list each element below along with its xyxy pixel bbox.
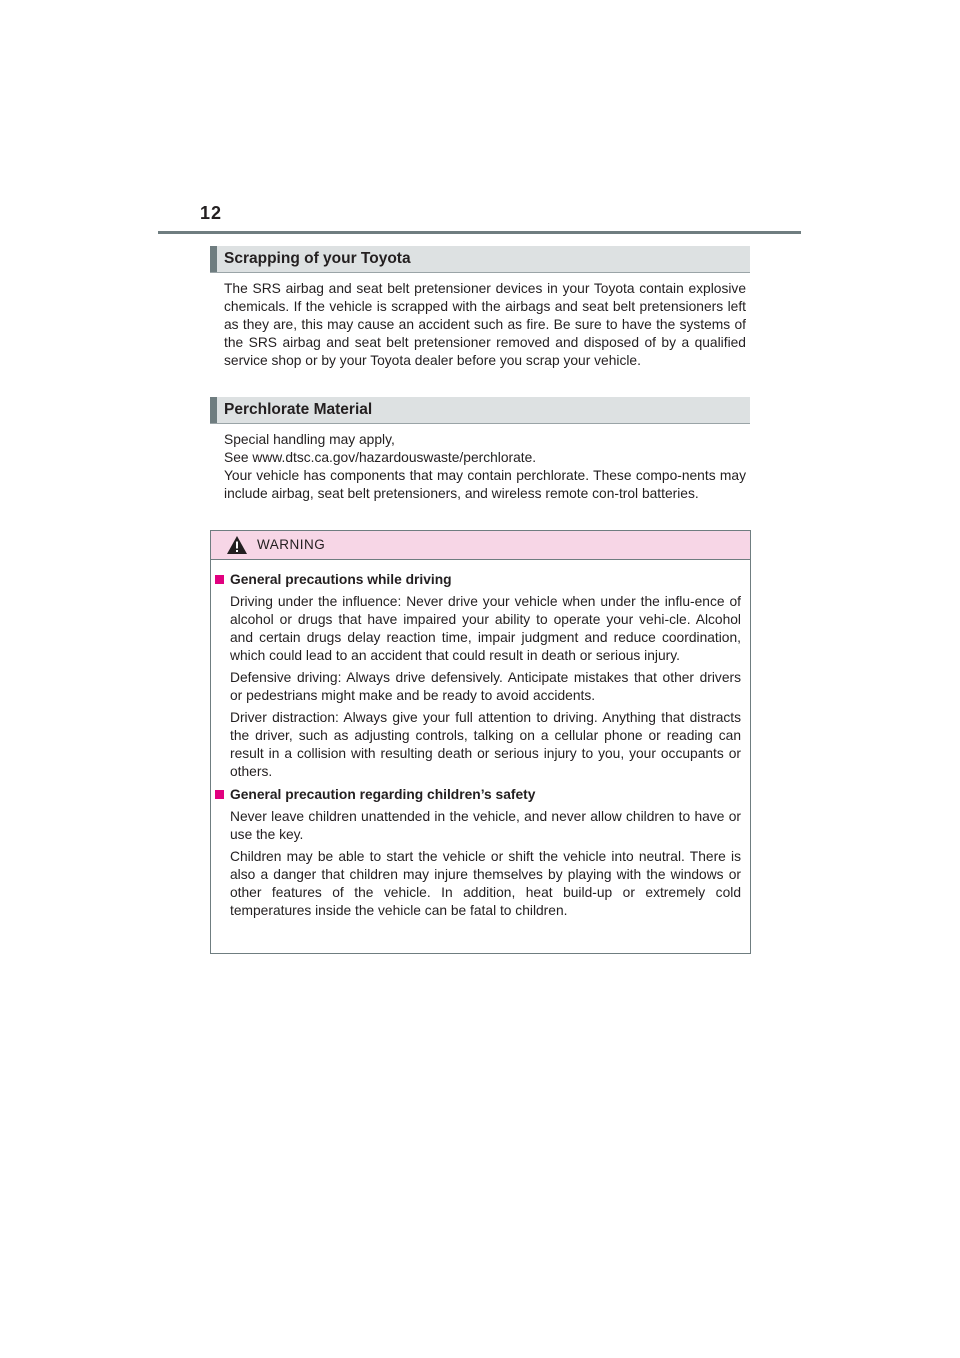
warning-paragraph: Driving under the influence: Never drive your vehicle when under the influ-ence of alcohol or drugs that have impaired your ability to operate your vehi-cle. Alcohol and certain drugs delay reaction time, impair judgment and reduce coordination, which could lead to an accident that could result in death or serious injury. xyxy=(230,594,741,663)
section-heading-bar xyxy=(210,397,217,423)
warning-triangle-icon xyxy=(226,535,248,555)
perchlorate-paragraph: Your vehicle has components that may contain perchlorate. These compo-nents may include airbag, seat belt pretensioners, and wireless remote con-trol batteries. xyxy=(224,468,746,501)
perchlorate-line: See www.dtsc.ca.gov/hazardouswaste/perchlorate. xyxy=(224,450,537,465)
scrapping-body xyxy=(224,280,746,370)
warning-paragraph: Never leave children unattended in the vehicle, and never allow children to have or use the key. xyxy=(230,809,741,842)
warning-header xyxy=(211,531,750,560)
section-heading-perchlorate xyxy=(210,397,750,424)
perchlorate-body xyxy=(224,431,746,503)
warning-box xyxy=(210,530,751,954)
warning-content xyxy=(211,571,750,920)
page-number: 12 xyxy=(200,203,223,223)
warning-item-heading xyxy=(215,786,750,804)
perchlorate-line: Special handling may apply, xyxy=(224,432,395,447)
section-title: Scrapping of your Toyota xyxy=(224,250,411,267)
scrapping-paragraph: The SRS airbag and seat belt pretensioner devices in your Toyota contain explosive chemicals. If the vehicle is scrapped with the airbags and seat belt pretensioners left as they are, this may cause an accident such as fire. Be sure to have the systems of the SRS airbag and seat belt pretensioner removed and disposed of by a qualified service shop or by your Toyota dealer before you scrap your vehicle. xyxy=(224,281,746,368)
warning-item-heading xyxy=(215,571,750,589)
warning-heading-text: General precautions while driving xyxy=(230,572,452,587)
warning-heading-text: General precaution regarding children’s safety xyxy=(230,787,536,802)
warning-paragraph: Children may be able to start the vehicle or shift the vehicle into neutral. There is also a danger that children may injure themselves by playing with the windows or other features of the vehicle. In addition, heat build-up or extremely cold temperatures inside the vehicle can be fatal to children. xyxy=(230,849,741,918)
bullet-square-icon xyxy=(215,575,224,584)
header-rule xyxy=(158,231,801,234)
warning-paragraph: Defensive driving: Always drive defensively. Anticipate mistakes that other drivers or pedestrians might make and be ready to avoid accidents. xyxy=(230,670,741,703)
warning-paragraph: Driver distraction: Always give your full attention to driving. Anything that distracts the driver, such as adjusting controls, talking on a cellular phone or reading can result in a collision with resulting death or serious injury to you, your occupants or others. xyxy=(230,710,741,779)
bullet-square-icon xyxy=(215,790,224,799)
warning-label: WARNING xyxy=(257,537,326,552)
section-title: Perchlorate Material xyxy=(224,401,373,418)
section-heading-bar xyxy=(210,246,217,272)
section-heading-scrapping xyxy=(210,246,750,273)
